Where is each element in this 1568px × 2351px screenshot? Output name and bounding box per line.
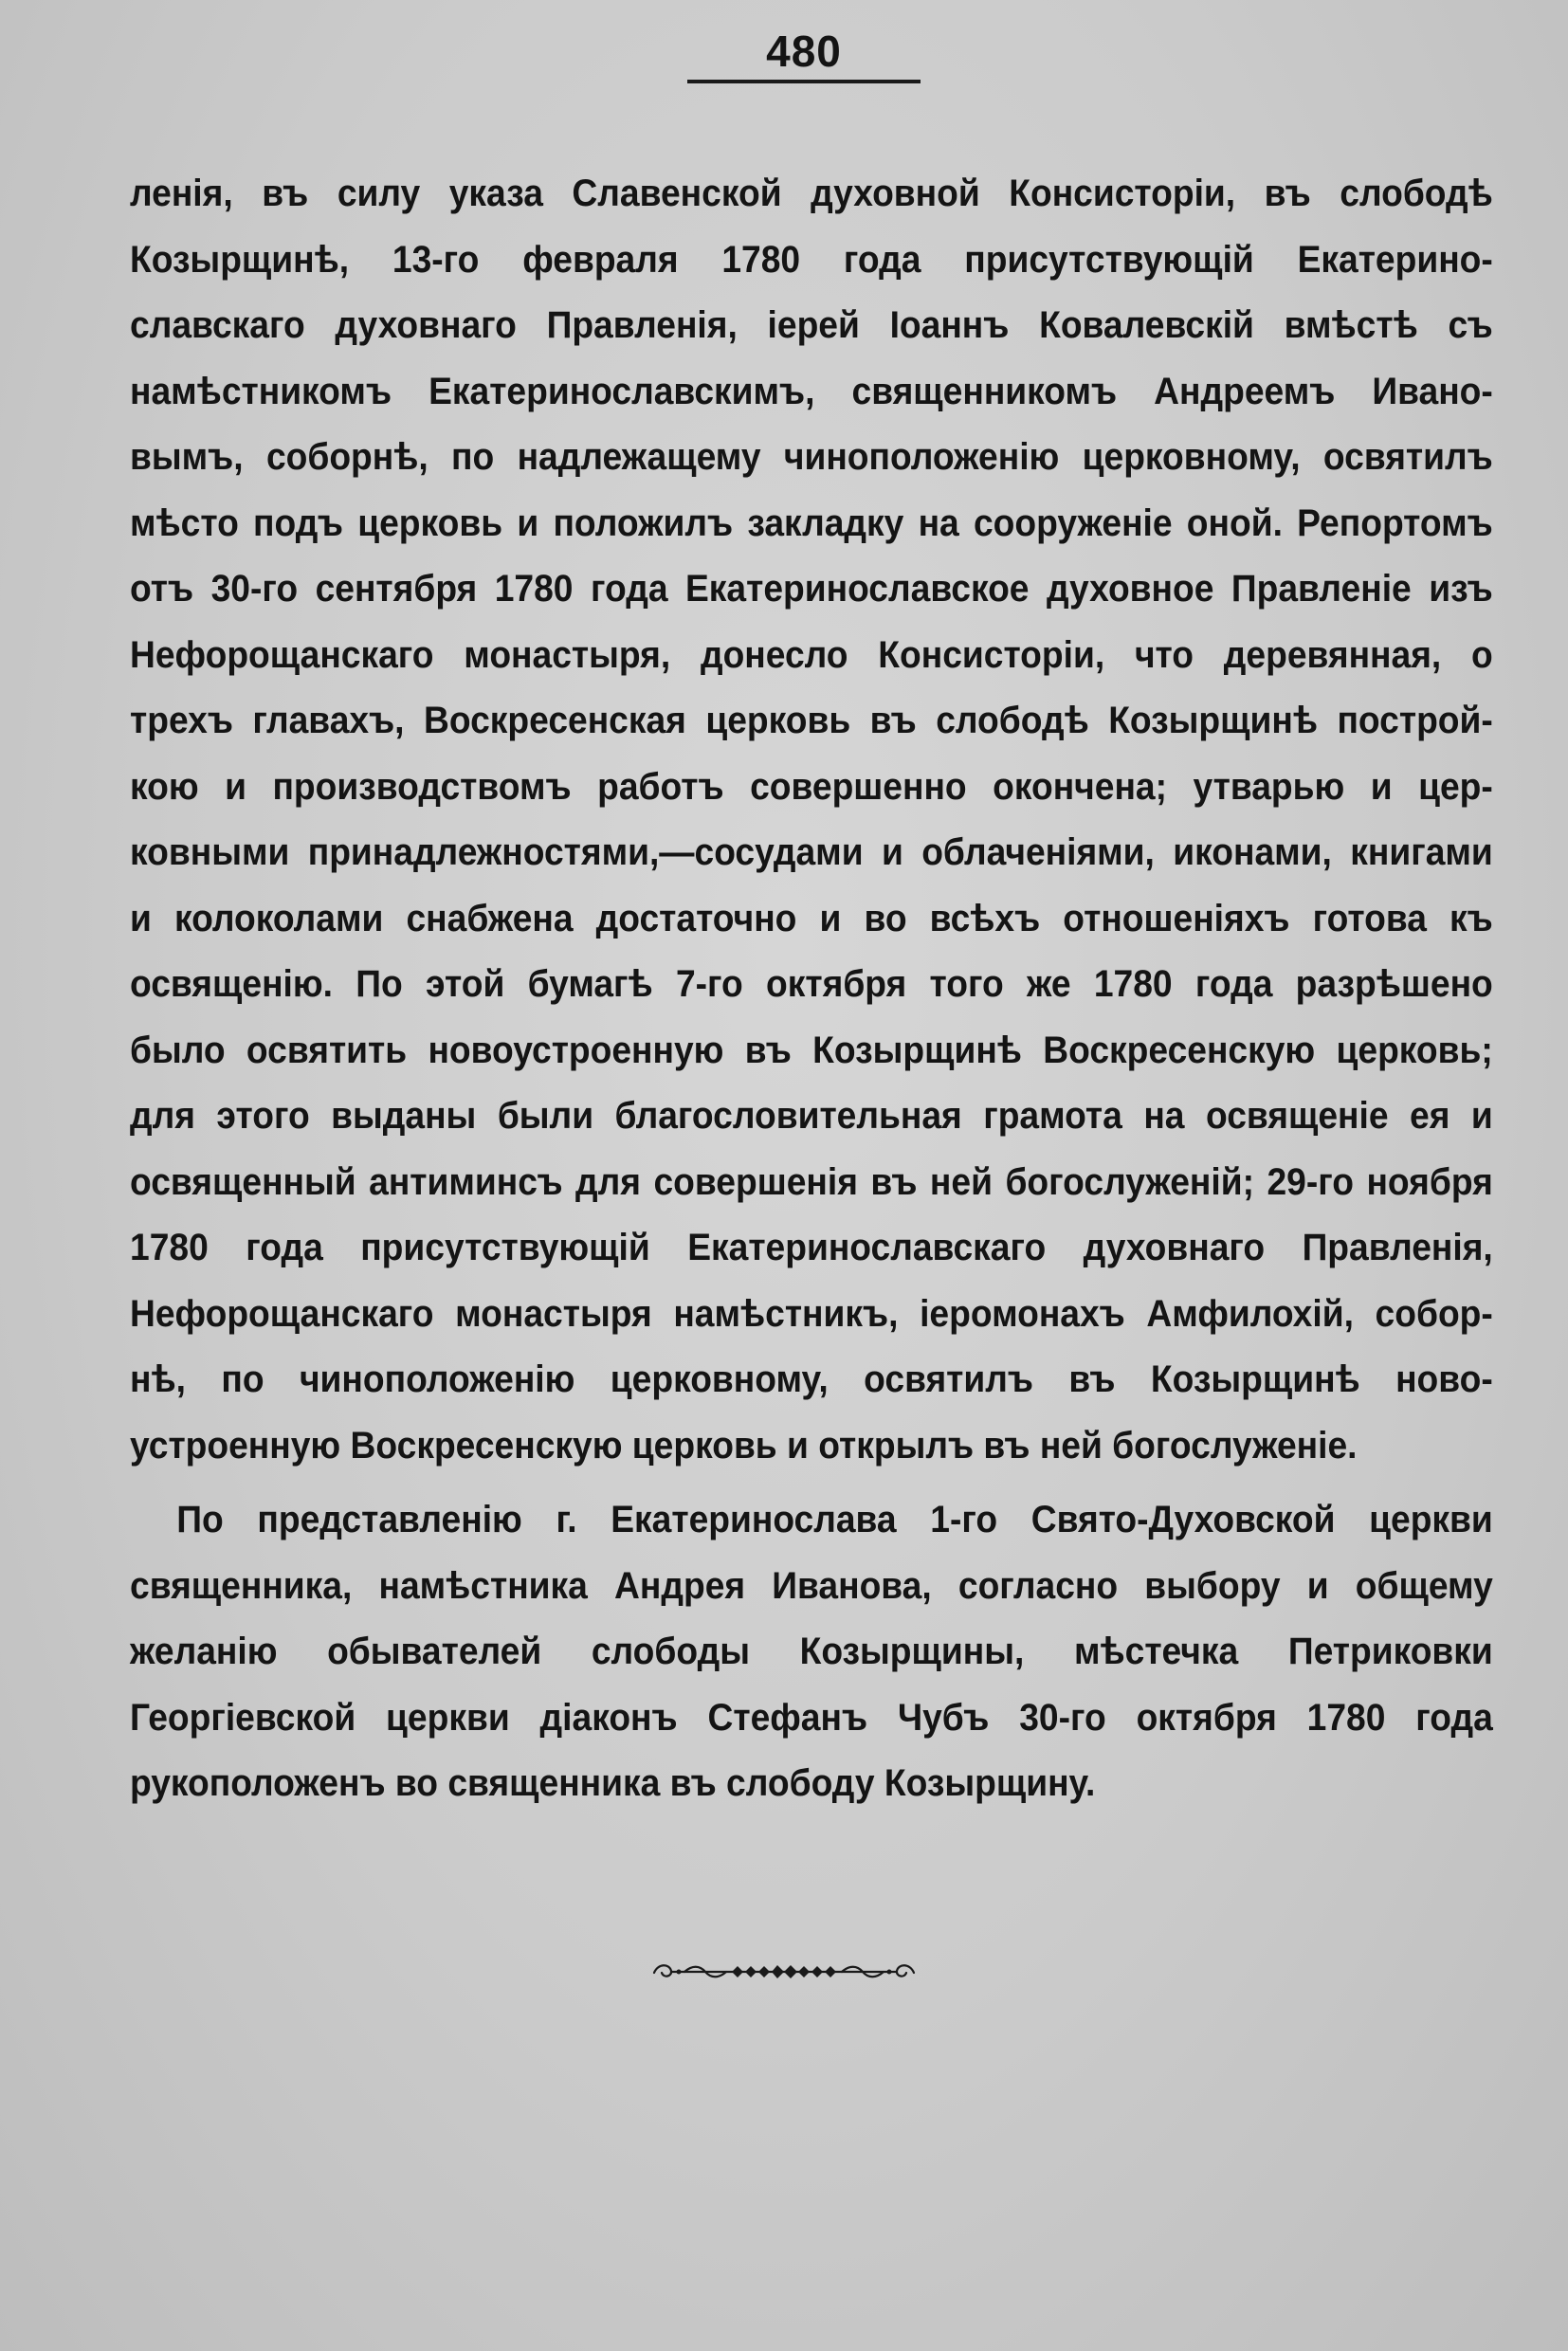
text-line: освященный антиминсъ для совершенія въ ней богослуженій; 29-го ноября (130, 1160, 1493, 1203)
text-line: ковными принадлежностями,—сосудами и облаченіями, иконами, книгами (130, 831, 1493, 873)
text-line: отъ 30-го сентября 1780 года Екатеринославское духовное Правленіе изъ (130, 568, 1493, 610)
text-line: для этого выданы были благословительная грамота на освященіе ея и (130, 1095, 1493, 1137)
text-line: трехъ главахъ, Воскресенская церковь въ слободѣ Козырщинѣ построй- (130, 700, 1493, 741)
text-line: освященію. По этой бумагѣ 7-го октября того же 1780 года разрѣшено (130, 963, 1493, 1005)
text-line: вымъ, соборнѣ, по надлежащему чиноположенію церковному, освятилъ (130, 436, 1493, 478)
text-line: мѣсто подъ церковь и положилъ закладку на сооруженіе оной. Репортомъ (130, 501, 1493, 544)
text-line: Нефорощанскаго монастыря, донесло Консисторіи, что деревянная, о (130, 633, 1493, 676)
text-line: ленія, въ силу указа Славенской духовной Консисторіи, въ слободѣ (130, 173, 1493, 214)
text-line: желанію обывателей слободы Козырщины, мѣстечка Петриковки (130, 1631, 1493, 1672)
text-line: кою и производствомъ работъ совершенно окончена; утварью и цер- (130, 765, 1493, 808)
text-line: и колоколами снабжена достаточно и во всѣхъ отношеніяхъ готова къ (130, 897, 1493, 939)
text-line: Георгіевской церкви діаконъ Стефанъ Чубъ 30-го октября 1780 года (130, 1696, 1493, 1739)
text-line: рукоположенъ во священника въ слободу Козырщину. (130, 1762, 1096, 1804)
paragraph (130, 161, 1493, 1479)
text-line: Нефорощанскаго монастыря намѣстникъ, іеромонахъ Амфилохій, собор- (130, 1292, 1493, 1335)
text-line: священника, намѣстника Андрея Иванова, согласно выбору и общему (130, 1564, 1493, 1607)
ornamental-divider-icon (650, 1956, 918, 1988)
paragraph (130, 1487, 1493, 1817)
page-number-rule (687, 80, 921, 83)
page-number: 480 (766, 27, 842, 76)
text-line: было освятить новоустроенную въ Козырщинѣ Воскресенскую церковь; (130, 1029, 1493, 1071)
text-line: славскаго духовнаго Правленія, іерей Іоаннъ Ковалевскій вмѣстѣ съ (130, 304, 1493, 346)
text-line: По представленію г. Екатеринослава 1-го Свято-Духовской церкви (176, 1499, 1493, 1540)
text-line: 1780 года присутствующій Екатеринославскаго духовнаго Правленія, (130, 1227, 1493, 1268)
text-line: нѣ, по чиноположенію церковному, освятилъ въ Козырщинѣ ново- (130, 1358, 1493, 1400)
text-line: устроенную Воскресенскую церковь и открылъ въ ней богослуженіе. (130, 1424, 1358, 1467)
text-line: намѣстникомъ Екатеринославскимъ, священникомъ Андреемъ Ивано- (130, 370, 1493, 412)
page-header (687, 25, 921, 78)
text-line: Козырщинѣ, 13-го февраля 1780 года присутствующій Екатерино- (130, 238, 1493, 281)
body-text (130, 161, 1493, 1817)
